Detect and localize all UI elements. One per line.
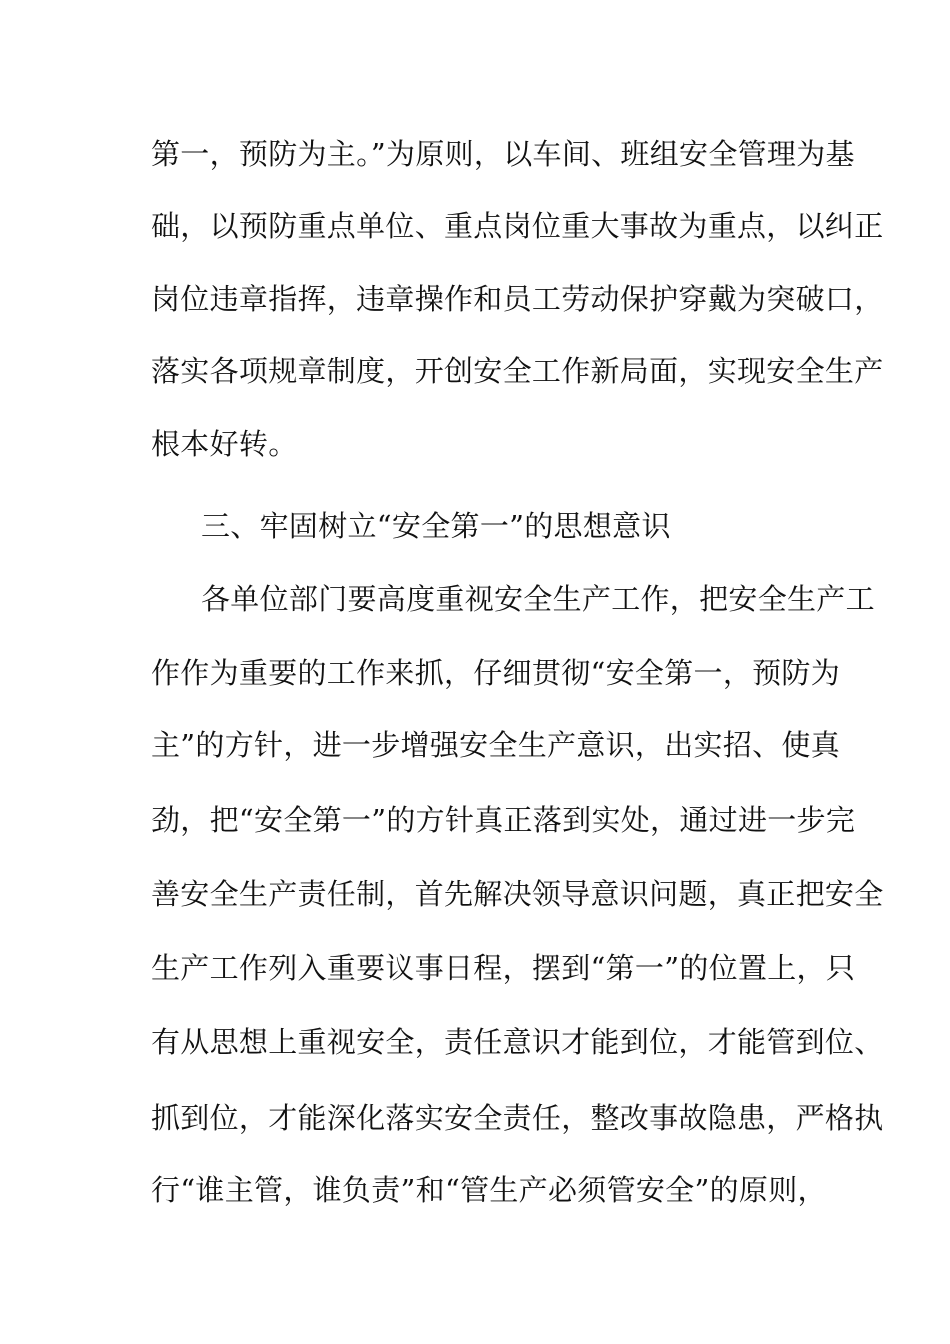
paragraph-line: 生产工作列入重要议事日程，摆到“第一”的位置上，只 [151,951,856,985]
paragraph-line: 抓到位，才能深化落实安全责任，整改事故隐患，严格执 [151,1101,884,1135]
paragraph-line: 主”的方针，进一步增强安全生产意识，出实招、使真 [151,728,841,762]
paragraph-line: 落实各项规章制度，开创安全工作新局面，实现安全生产 [151,354,884,388]
paragraph-line: 行“谁主管，谁负责”和“管生产必须管安全”的原则， [151,1173,827,1207]
paragraph-line: 作作为重要的工作来抓，仔细贯彻“安全第一，预防为 [151,656,841,690]
paragraph-line: 善安全生产责任制，首先解决领导意识问题，真正把安全 [151,877,884,911]
paragraph-line: 第一，预防为主。”为原则，以车间、班组安全管理为基 [151,137,855,171]
paragraph-line: 各单位部门要高度重视安全生产工作，把安全生产工 [201,582,875,616]
paragraph-line: 劲，把“安全第一”的方针真正落到实处，通过进一步完 [151,803,856,837]
paragraph-line: 根本好转。 [151,427,298,461]
section-heading: 三、牢固树立“安全第一”的思想意识 [201,509,671,543]
paragraph-line: 岗位违章指挥，违章操作和员工劳动保护穿戴为突破口， [151,282,884,316]
paragraph-line: 有从思想上重视安全，责任意识才能到位，才能管到位、 [151,1025,884,1059]
paragraph-line: 础，以预防重点单位、重点岗位重大事故为重点，以纠正 [151,209,884,243]
